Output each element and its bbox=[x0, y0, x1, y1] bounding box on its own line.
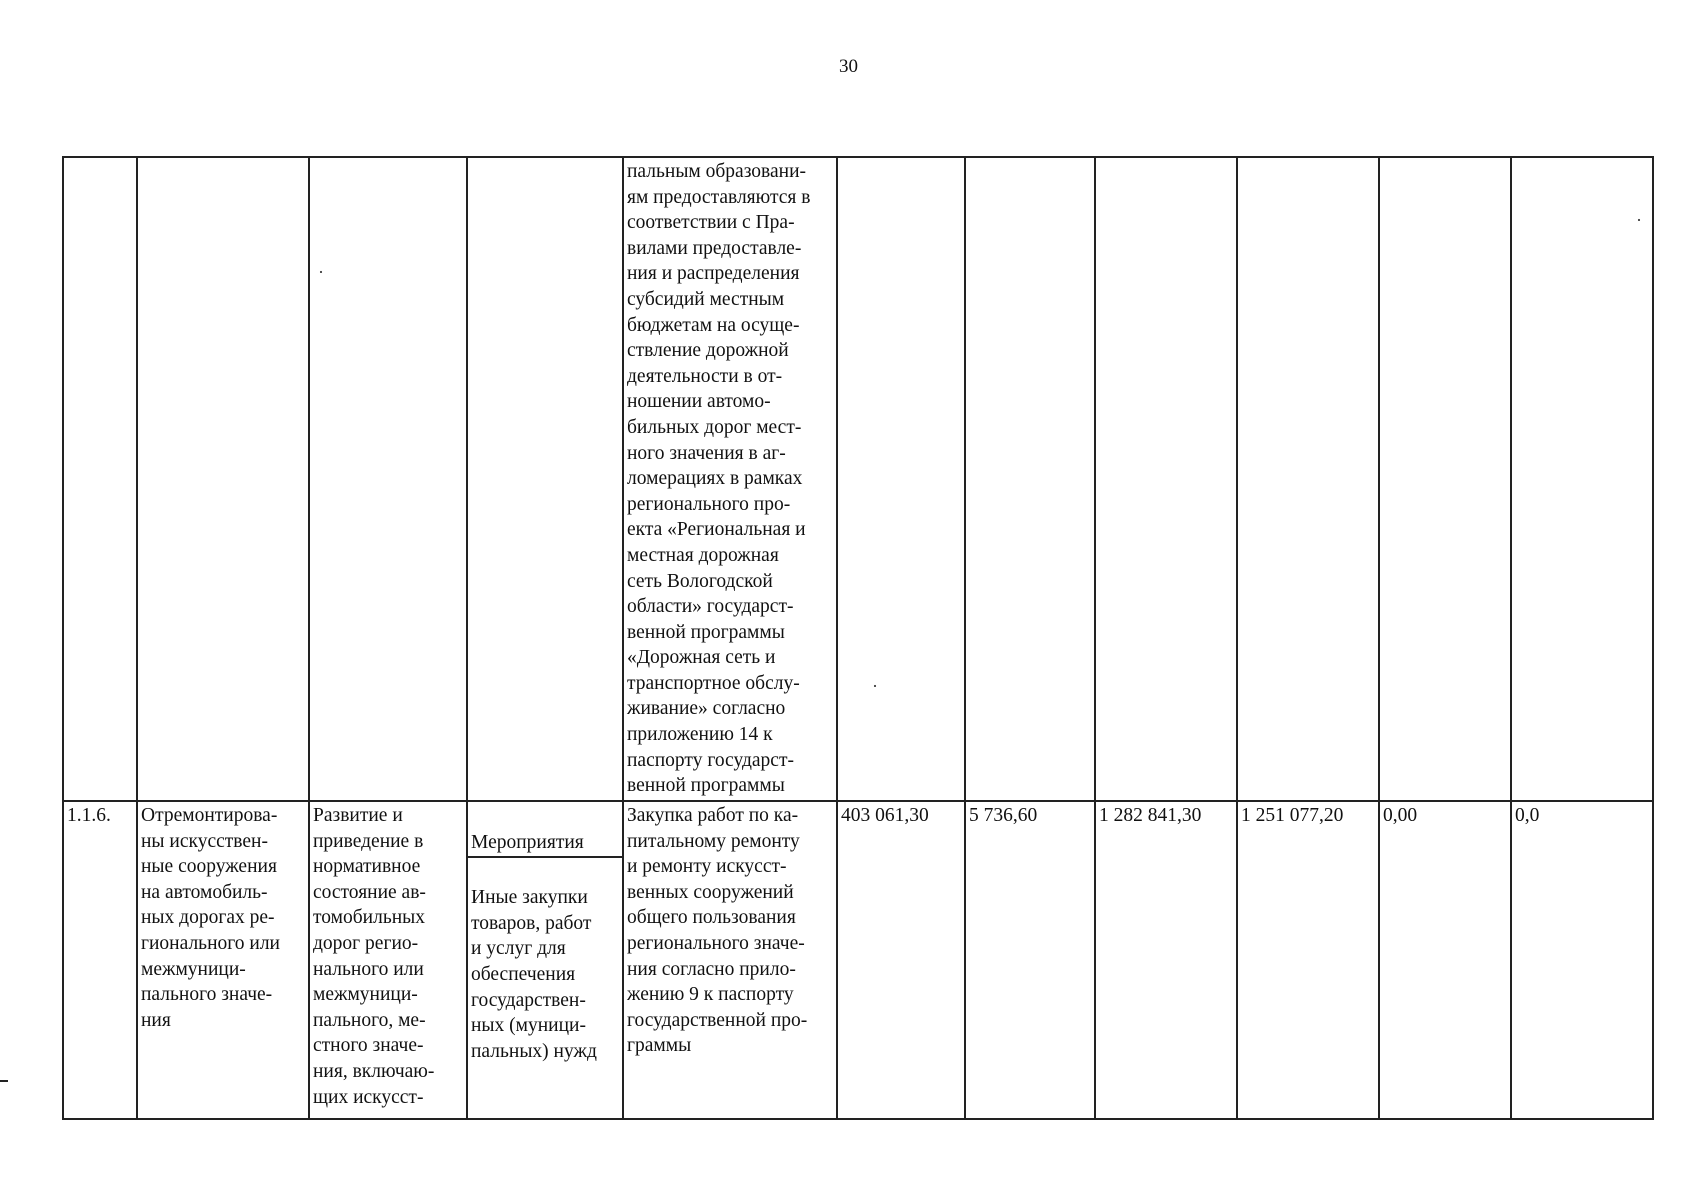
task-cell: Развитие и приведение в нормативное состояние ав- томобильных дорог регио- нального или межмуници- пального, ме- стного значе- ния, включаю- щих искусст- bbox=[309, 801, 467, 1119]
value-cell-3 bbox=[1095, 157, 1237, 801]
value-cell-2: 5 736,60 bbox=[965, 801, 1095, 1119]
row-number-cell: 1.1.6. bbox=[63, 801, 137, 1119]
result-cell bbox=[137, 157, 309, 801]
value-cell-1: 403 061,30 bbox=[837, 801, 965, 1119]
type-heading: Мероприятия bbox=[468, 828, 622, 858]
type-text: Иные закупки товаров, работ и услуг для обеспечения государствен- ных (муници- пальных) нужд bbox=[471, 887, 597, 1062]
value-cell-6 bbox=[1511, 157, 1653, 801]
table-row bbox=[63, 801, 1653, 1119]
margin-mark bbox=[0, 1080, 8, 1082]
type-cell bbox=[467, 801, 623, 1119]
description-cell: Закупка работ по ка- питальному ремонту и ремонту искусст- венных сооружений общего пользования регионального значе- ния согласно прило- жению 9 к паспорту государственной про- граммы bbox=[623, 801, 837, 1119]
value-cell-4 bbox=[1237, 157, 1379, 801]
value-cell-5: 0,00 bbox=[1379, 801, 1511, 1119]
row-number-cell bbox=[63, 157, 137, 801]
scan-speck: · bbox=[872, 676, 878, 696]
value-cell-1 bbox=[837, 157, 965, 801]
scan-speck: · bbox=[1636, 210, 1642, 230]
value-cell-5 bbox=[1379, 157, 1511, 801]
table-row bbox=[63, 157, 1653, 801]
value-cell-2 bbox=[965, 157, 1095, 801]
program-table bbox=[62, 156, 1654, 1120]
value-cell-3: 1 282 841,30 bbox=[1095, 801, 1237, 1119]
value-cell-6: 0,0 bbox=[1511, 801, 1653, 1119]
page-number: 30 bbox=[839, 56, 858, 77]
scan-speck: · bbox=[318, 262, 324, 282]
task-cell bbox=[309, 157, 467, 801]
description-cell: пальным образовани- ям предоставляются в соответствии с Пра- вилами предоставле- ния и распределения субсидий местным бюджетам на осуще- ствление дорожной деятельности в от- ношении автомо- бильных дорог мест- ного значения в аг- ломерациях в рамках регионального про- екта «Региональная и местная дорожная сеть Вологодской области» государст- венной программы «Дорожная сеть и транспортное обслу- живание» согласно приложению 14 к паспорту государст- венной программы bbox=[623, 157, 837, 801]
result-cell: Отремонтирова- ны искусствен- ные сооружения на автомобиль- ных дорогах ре- гионального или межмуници- пального значе- ния bbox=[137, 801, 309, 1119]
value-cell-4: 1 251 077,20 bbox=[1237, 801, 1379, 1119]
type-cell bbox=[467, 157, 623, 801]
